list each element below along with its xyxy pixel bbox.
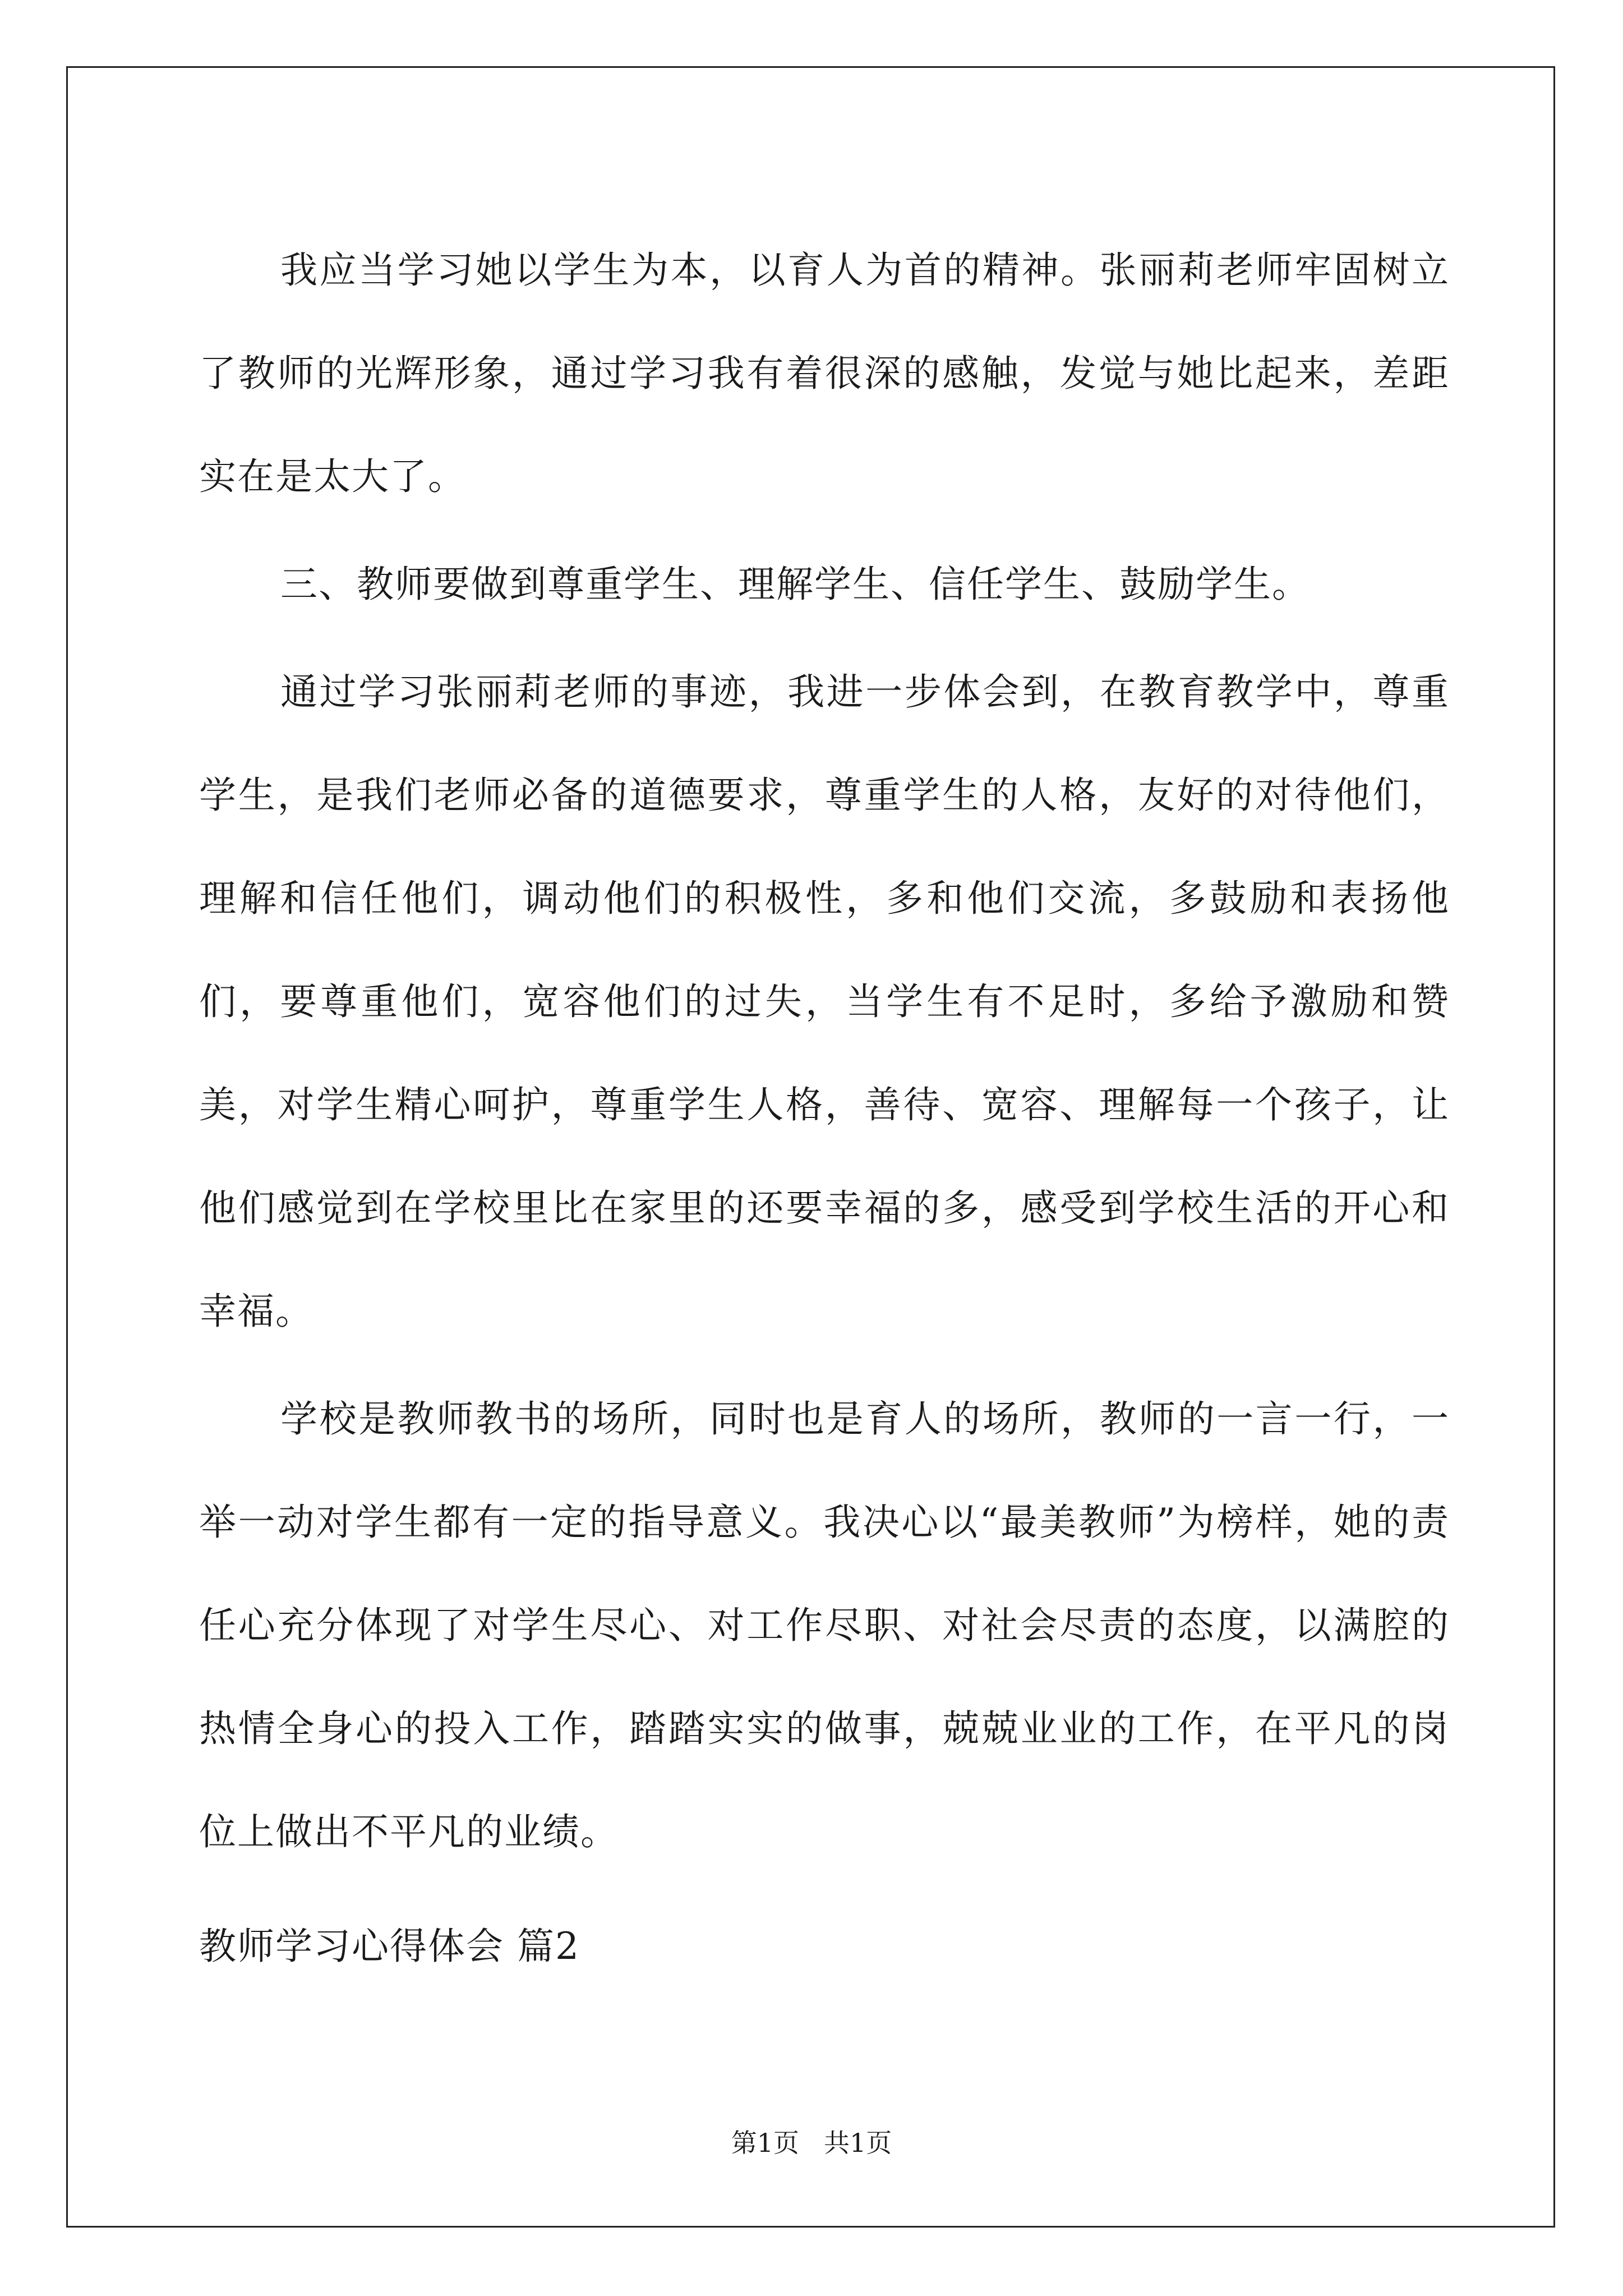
paragraph-2: 三、教师要做到尊重学生、理解学生、信任学生、鼓励学生。 xyxy=(280,563,1310,606)
page-number-total: 共1页 xyxy=(824,2128,892,2158)
paragraph-3: 通过学习张丽莉老师的事迹，我进一步体会到，在教育教学中，尊重学生，是我们老师必备的道德要求，尊重学生的人格，友好的对待他们，理解和信任他们，调动他们的积极性，多和他们交流，多鼓励和表扬他们，要尊重他们，宽容他们的过失，当学生有不足时，多给予激励和赞美，对学生精心呵护，尊重学生人格，善待、宽容、理解每一个孩子，让他们感觉到在学校里比在家里的还要幸福的多，感受到学校生活的开心和幸福。 xyxy=(199,670,1450,1333)
paragraph-4: 学校是教师教书的场所，同时也是育人的场所，教师的一言一行，一举一动对学生都有一定的指导意义。我决心以“最美教师”为榜样，她的责任心充分体现了对学生尽心、对工作尽职、对社会尽责的态度，以满腔的热情全身心的投入工作，踏踏实实的做事，兢兢业业的工作，在平凡的岗位上做出不平凡的业绩。 xyxy=(199,1397,1450,1853)
paragraph-1: 我应当学习她以学生为本，以育人为首的精神。张丽莉老师牢固树立了教师的光辉形象，通过学习我有着很深的感触，发觉与她比起来，差距实在是太大了。 xyxy=(199,249,1450,498)
document-body xyxy=(199,219,1450,1998)
page-footer xyxy=(0,2126,1623,2160)
section-heading: 教师学习心得体会 篇2 xyxy=(199,1925,580,1968)
page-number-current: 第1页 xyxy=(731,2128,799,2158)
